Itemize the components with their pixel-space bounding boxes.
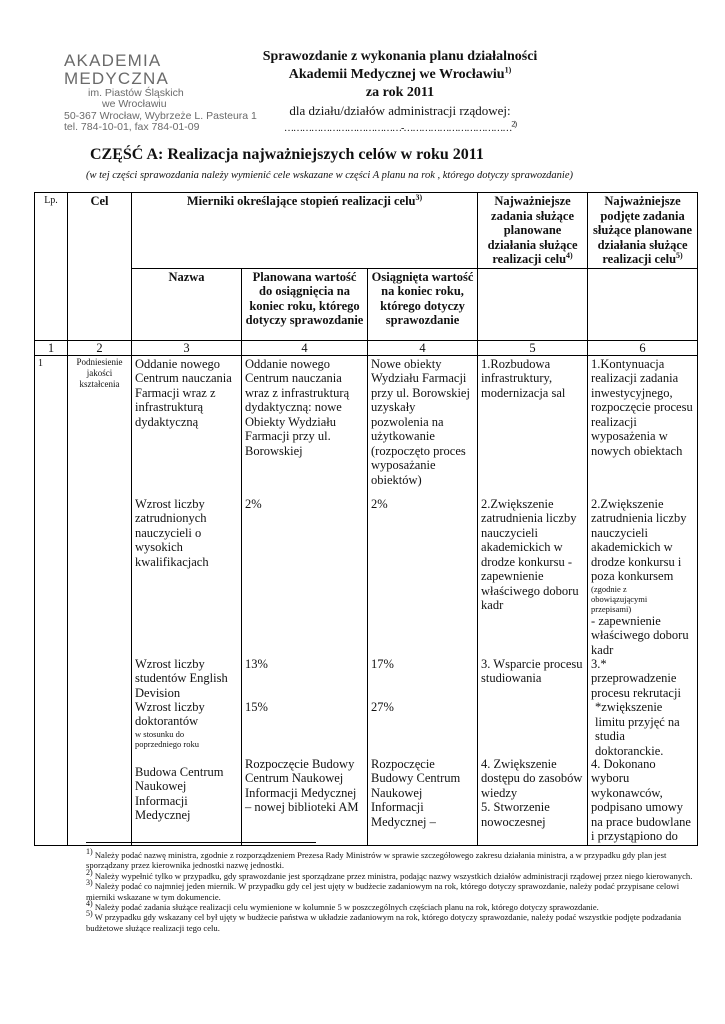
zadania-planowane-4a: 4. Zwiększenie dostępu do zasobów wiedzy <box>481 756 583 800</box>
nazwa-3: Wzrost liczby studentów English Devision <box>135 656 228 700</box>
header-dots: …………………………………-………………………………$^{2)}$ <box>283 119 516 134</box>
header-zadania-planowane: Najważniejsze zadania służące planowane działania służące realizacji celu$^{4)}$ <box>478 193 588 269</box>
zadania-podjete-2: 2.Zwiększenie zatrudnienia liczby nauczycieli akademickich w drodze konkursu i poza konkursem (zgodnie z obowiązującymi przepisami) - zapewnienie właściwego doboru kadr <box>591 496 689 657</box>
zadania-planowane-1: 1.Rozbudowa infrastruktury, modernizacja sal <box>481 356 566 400</box>
col-zadania-podjete <box>588 355 698 845</box>
col-number: 4 <box>368 340 478 355</box>
planowana-3b: 15% <box>245 699 268 714</box>
header-title-line-4: dla działu/działów administracji rządowej: <box>289 103 511 118</box>
col-planowana <box>242 355 368 845</box>
header-empty-5 <box>478 268 588 340</box>
header-nazwa: Nazwa <box>132 268 242 340</box>
institution-stamp <box>64 52 264 133</box>
col-nazwa <box>132 355 242 845</box>
header-title-line-2: Akademii Medycznej we Wrocławiu$^{1)}$ <box>288 65 512 82</box>
zadania-planowane-2: 2.Zwiększenie zatrudnienia liczby nauczycieli akademickich w drodze konkursu - zapewnienie właściwego doboru kadr <box>481 496 579 612</box>
footnote-3: 3) Należy podać co najmniej jeden miernik. W przypadku gdy cel jest ujęty w budżecie zadaniowym na rok, którego dotyczy sprawozdanie, należy podać przypisane celowi mierniki wskazane w tym dokumencie. <box>86 878 680 902</box>
planowana-3: 13% <box>245 656 268 671</box>
nazwa-3b: Wzrost liczby doktorantów <box>135 699 205 728</box>
goals-table <box>34 192 698 846</box>
osiagnieta-4: Rozpoczęcie Budowy Centrum Naukowej Informacji Medycznej – <box>371 756 461 829</box>
header-cel: Cel <box>68 193 132 341</box>
header-lp: Lp. <box>35 193 68 341</box>
col-number: 2 <box>68 340 132 355</box>
nazwa-3b-note: w stosunku do poprzedniego roku <box>135 728 199 749</box>
header-mierniki: Mierniki określające stopień realizacji celu$^{3)}$ <box>132 193 478 269</box>
planowana-1: Oddanie nowego Centrum nauczania wraz z infrastrukturą dydaktyczną: nowe Obiekty Wydziału Farmacji przy ul. Borowskiej <box>245 356 350 458</box>
stamp-line-3: we Wrocławiu <box>102 97 167 110</box>
zadania-podjete-1: 1.Kontynuacja realizacji zadania inwestycyjnego, rozpoczęcie procesu realizacji wyposażenia w nowych obiektach <box>591 356 693 458</box>
col-number: 1 <box>35 340 68 355</box>
stamp-line-4: 50-367 Wrocław, Wybrzeże L. Pasteura 1 <box>64 109 257 122</box>
header-empty-6 <box>588 268 698 340</box>
header-zadania-podjete: Najważniejsze podjęte zadania służące planowane działania służące realizacji celu$^{5)}$ <box>588 193 698 269</box>
section-subtitle: (w tej części sprawozdania należy wymienić cele wskazane w części A planu na rok , którego dotyczy sprawozdanie) <box>86 170 574 181</box>
zadania-planowane-4b: 5. Stworzenie nowoczesnej <box>481 800 550 829</box>
osiagnieta-2: 2% <box>371 496 388 511</box>
nazwa-1: Oddanie nowego Centrum nauczania Farmacji wraz z infrastrukturą dydaktyczną <box>135 356 232 429</box>
nazwa-4: Budowa Centrum Naukowej Informacji Medycznej <box>135 764 224 822</box>
footnotes <box>86 847 698 933</box>
col-zadania-planowane <box>478 355 588 845</box>
header-planowana: Planowana wartość do osiągnięcia na koniec roku, którego dotyczy sprawozdanie <box>242 268 368 340</box>
section-title: CZĘŚĆ A: Realizacja najważniejszych celów w roku 2011 <box>90 146 484 163</box>
footnote-2: 2) Należy wypełnić tylko w przypadku, gdy sprawozdanie jest sporządzane przez ministra, podając nazwy wszystkich działów administracji rządowej przez niego kierowanych. <box>86 867 693 881</box>
row-lp: 1 <box>35 355 68 845</box>
col-number: 3 <box>132 340 242 355</box>
footnote-5: 5) W przypadku gdy wskazany cel był ujęty w budżecie państwa w układzie zadaniowym na rok, którego dotyczy sprawozdanie, należy podać wszystkie podjęte podzadania budżetowe służące realizacji tego celu. <box>86 909 682 933</box>
zadania-podjete-3: 3.* przeprowadzenie procesu rekrutacji *zwiększenie limitu przyjęć na studia doktoranckie. <box>591 656 681 758</box>
footnote-4: 4) Należy podać zadania służące realizacji celu wymienione w kolumnie 5 w poszczególnych częściach planu na rok, którego dotyczy sprawozdanie. <box>86 899 599 913</box>
col-number: 6 <box>588 340 698 355</box>
planowana-4: Rozpoczęcie Budowy Centrum Naukowej Informacji Medycznej – nowej biblioteki AM <box>245 756 359 814</box>
zadania-planowane-3: 3. Wsparcie procesu studiowania <box>481 656 583 685</box>
zadania-podjete-4: 4. Dokonano wyboru wykonawców, podpisano umowy na prace budowlane i przystąpiono do <box>591 756 691 843</box>
col-osiagnieta <box>368 355 478 845</box>
stamp-line-5: tel. 784-10-01, fax 784-01-09 <box>64 120 200 133</box>
nazwa-2: Wzrost liczby zatrudnionych nauczycieli o wysokich kwalifikacjach <box>135 496 209 569</box>
header-osiagnieta: Osiągnięta wartość na koniec roku, którego dotyczy sprawozdanie <box>368 268 478 340</box>
col-number: 5 <box>478 340 588 355</box>
header-title-line-1: Sprawozdanie z wykonania planu działalności <box>262 49 538 64</box>
planowana-2: 2% <box>245 496 262 511</box>
table-row <box>35 355 698 845</box>
col-number: 4 <box>242 340 368 355</box>
osiagnieta-3b: 27% <box>371 699 394 714</box>
header-title-line-3: za rok 2011 <box>365 85 435 100</box>
report-header <box>250 48 550 138</box>
footnote-separator <box>86 842 316 843</box>
osiagnieta-3: 17% <box>371 656 394 671</box>
column-numbers-row <box>35 340 698 355</box>
osiagnieta-1: Nowe obiekty Wydziału Farmacji przy ul. Borowskiej uzyskały pozwolenia na użytkowanie (rozpoczęto proces wyposażanie obiektów) <box>371 356 470 487</box>
stamp-line-2: im. Piastów Śląskich <box>88 86 184 99</box>
row-cel: Podniesienie jakości kształcenia <box>68 355 132 845</box>
stamp-line-1: AKADEMIA MEDYCZNA <box>64 51 169 88</box>
footnote-1: 1) Należy podać nazwę ministra, zgodnie z rozporządzeniem Prezesa Rady Ministrów w sprawie szczegółowego zakresu działania ministra, a w przypadku gdy plan jest sporządzany przez kierownika jednostki nazwę jednostki. <box>86 847 667 871</box>
